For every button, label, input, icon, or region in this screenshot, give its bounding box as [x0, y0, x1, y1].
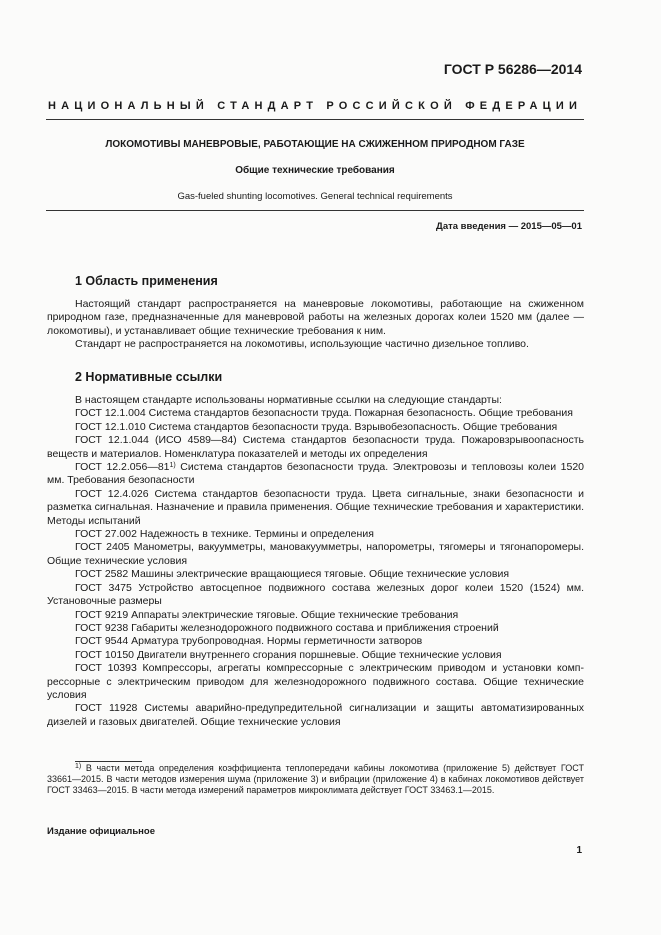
- section-1-paragraph: Настоящий стандарт распространяется на маневровые локомотивы, работающие на сжиженном природном газе, предназначенные для маневровой работы на железных дорогах колеи 1520 мм (далее — локомотивы), и устанавливает общие технические требования к ним.: [47, 298, 584, 337]
- reference-item: ГОСТ 12.1.010 Система стандартов безопасности труда. Взрывобезопасность. Общие требования: [75, 420, 558, 433]
- introduction-date: Дата введения — 2015—05—01: [436, 221, 582, 232]
- section-1-heading: 1 Область применения: [75, 274, 218, 288]
- section-2-heading: 2 Нормативные ссылки: [75, 370, 223, 384]
- reference-text: Система стандартов безопасности труда. Электровозы и тепловозы колеи 1520 мм. Требования безопасности: [47, 461, 584, 487]
- official-edition-label: Издание официальное: [47, 826, 155, 837]
- footnote-marker: 1): [75, 763, 82, 770]
- section-1-paragraph: Стандарт не распространяется на локомотивы, использующие частично дизельное топливо.: [75, 338, 529, 351]
- reference-item: ГОСТ 9544 Арматура трубопроводная. Нормы герметичности затворов: [75, 635, 423, 648]
- reference-item: ГОСТ 12.1.044 (ИСО 4589—84) Система стандартов безопасности труда. Пожаровзрывоопасность веществ и материалов. Номенклатура показателей и методы их определения: [47, 434, 584, 460]
- reference-item: ГОСТ 2405 Манометры, вакуумметры, мановакуумметры, напорометры, тягомеры и тягонапоромеры. Общие технические условия: [47, 541, 584, 567]
- footnote-divider: [75, 761, 142, 762]
- page-number: 1: [576, 845, 582, 856]
- reference-item: ГОСТ 27.002 Надежность в технике. Термины и определения: [75, 528, 374, 541]
- divider-top: [46, 119, 584, 120]
- section-2-body: [47, 394, 584, 729]
- reference-item: ГОСТ 12.4.026 Система стандартов безопасности труда. Цвета сигнальные, знаки безопасности и разметка сигнальная. Назначение и правила применения. Общие технические требования и характеристики. Методы испытаний: [47, 487, 584, 527]
- reference-item: ГОСТ 12.1.004 Система стандартов безопасности труда. Пожарная безопасность. Общие требования: [75, 407, 573, 420]
- references-intro: В настоящем стандарте использованы нормативные ссылки на следующие стандарты:: [75, 394, 502, 406]
- reference-item: ГОСТ 9238 Габариты железнодорожного подвижного состава и приближения строений: [75, 621, 499, 634]
- national-standard-heading: НАЦИОНАЛЬНЫЙ СТАНДАРТ РОССИЙСКОЙ ФЕДЕРАЦИИ: [47, 100, 583, 112]
- footnote-marker: 1): [169, 462, 176, 470]
- reference-item: ГОСТ 11928 Системы аварийно-предупредительной сигнализации и защиты автоматизированных дизелей и газовых двигателей. Общие технические условия: [47, 702, 584, 728]
- standard-designation: ГОСТ Р 56286—2014: [443, 61, 582, 77]
- reference-item: ГОСТ 10393 Компрессоры, агрегаты компрессорные с электрическим приводом и установки компрессорные с электрическим приводом для железнодорожного подвижного состава. Общие технические условия: [47, 662, 584, 701]
- section-1-body: [47, 298, 584, 352]
- reference-item: ГОСТ 2582 Машины электрические вращающиеся тяговые. Общие технические условия: [75, 568, 510, 581]
- document-subtitle: Общие технические требования: [235, 165, 395, 176]
- divider-title: [46, 210, 584, 211]
- reference-item: ГОСТ 3475 Устройство автосцепное подвижного состава железных дорог колеи 1520 (1524) мм. Установочные размеры: [47, 581, 584, 608]
- reference-item: ГОСТ 9219 Аппараты электрические тяговые. Общие технические требования: [75, 608, 459, 621]
- reference-code: ГОСТ 12.2.056—81: [75, 461, 170, 474]
- document-title: ЛОКОМОТИВЫ МАНЕВРОВЫЕ, РАБОТАЮЩИЕ НА СЖИЖЕННОМ ПРИРОДНОМ ГАЗЕ: [105, 139, 525, 150]
- footnote-text: В части метода определения коэффициента теплопередачи кабины локомотива (приложение 5) действует ГОСТ 33661—2015. В части методов измерения шума (приложение 3) и вибрации (приложение 4) в кабинах локомотивов действует ГОСТ 33463—2015. В части метода измерений параметров микроклимата действует ГОСТ 33463.1—2015.: [47, 763, 584, 795]
- footnote: [47, 763, 584, 796]
- reference-item: [47, 461, 584, 488]
- reference-item: ГОСТ 10150 Двигатели внутреннего сгорания поршневые. Общие технические условия: [75, 648, 502, 661]
- english-title: Gas-fueled shunting locomotives. General technical requirements: [177, 191, 453, 202]
